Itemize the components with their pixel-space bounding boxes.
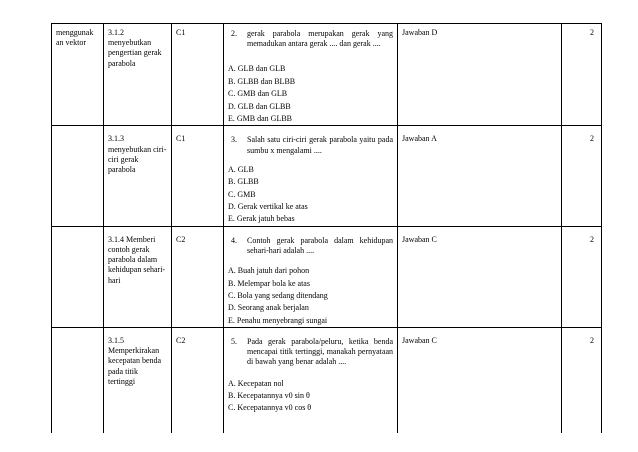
answer-cell: [398, 24, 562, 126]
topic-cell: [52, 126, 104, 226]
option-list: [228, 63, 393, 125]
question-cell: [224, 226, 398, 327]
option-item: B. Kecepatannya v0 sin θ: [228, 391, 310, 401]
topic-text: menggunak an vektor: [56, 28, 94, 48]
question-number: 3.: [231, 135, 237, 145]
option-item: D. Seorang anak berjalan: [228, 303, 309, 313]
option-item: A. GLB dan GLB: [228, 64, 286, 74]
indicator-code: 3.1.5: [108, 336, 124, 346]
option-item: A. GLB: [228, 164, 254, 174]
table-row: [52, 126, 602, 226]
question-number: 2.: [231, 29, 237, 38]
option-list: [228, 265, 393, 327]
cognitive-level: C1: [176, 28, 186, 37]
question-cell: [224, 126, 398, 226]
answer-key: Jawaban C: [402, 234, 437, 244]
option-item: B. Melempar bola ke atas: [228, 278, 310, 288]
question-cell: [224, 328, 398, 433]
option-item: E. GMB dan GLBB: [228, 113, 292, 123]
answer-cell: [398, 226, 562, 327]
option-item: D. Gerak vertikal ke atas: [228, 201, 308, 211]
score-value: 2: [590, 336, 594, 346]
indicator-text: menyebutkan pengertian gerak parabola: [108, 38, 162, 68]
question-text: Salah satu ciri-ciri gerak parabola yaitu pada sumbu x mengalami ....: [247, 135, 393, 155]
question-text: Pada gerak parabola/peluru, ketika benda mencapai titik tertinggi, manakah pernyataan di bawah yang benar adalah ....: [247, 337, 393, 367]
answer-cell: [398, 328, 562, 433]
topic-cell: [52, 226, 104, 327]
indicator-code: 3.1.4 Memberi: [108, 234, 156, 244]
option-item: D. GLB dan GLBB: [228, 101, 291, 111]
level-cell: [172, 126, 224, 226]
score-value: 2: [590, 234, 594, 244]
level-cell: [172, 226, 224, 327]
score-cell: [562, 226, 602, 327]
answer-key: Jawaban A: [402, 134, 437, 144]
option-list: [228, 378, 393, 415]
indicator-cell: [104, 328, 172, 433]
option-item: A. Kecepatan nol: [228, 378, 284, 388]
question-text: gerak parabola merupakan gerak yang memadukan antara gerak .... dan gerak ....: [247, 29, 393, 49]
topic-cell: [52, 328, 104, 433]
option-item: E. Gerak jatuh bebas: [228, 214, 295, 224]
level-cell: [172, 24, 224, 126]
table-row: [52, 24, 602, 126]
cognitive-level: C1: [176, 134, 186, 144]
score-value: 2: [590, 28, 594, 37]
answer-key: Jawaban C: [402, 336, 437, 346]
indicator-cell: [104, 226, 172, 327]
indicator-text: contoh gerak parabola dalam kehidupan sehari-hari: [108, 244, 166, 285]
indicator-code: 3.1.2: [108, 28, 124, 37]
option-item: C. GMB dan GLB: [228, 89, 288, 99]
level-cell: [172, 328, 224, 433]
option-item: C. Bola yang sedang ditendang: [228, 290, 328, 300]
question-text: Contoh gerak parabola dalam kehidupan sehari-hari adalah ....: [247, 235, 393, 255]
question-number: 5.: [231, 337, 237, 347]
option-item: C. Kecepatannya v0 cos θ: [228, 403, 312, 413]
question-grid-table: [51, 23, 602, 433]
score-cell: [562, 328, 602, 433]
score-value: 2: [590, 134, 594, 144]
indicator-code: 3.1.3: [108, 134, 124, 144]
cognitive-level: C2: [176, 336, 186, 346]
question-number: 4.: [231, 235, 237, 245]
indicator-cell: [104, 126, 172, 226]
indicator-text: Memperkirakan kecepatan benda pada titik tertinggi: [108, 346, 162, 386]
indicator-text: menyebutkan ciri-ciri gerak parabola: [108, 144, 167, 174]
table-row: [52, 328, 602, 433]
option-item: B. GLBB dan BLBB: [228, 76, 296, 86]
option-item: A. Buah jatuh dari pohon: [228, 266, 310, 276]
topic-cell: [52, 24, 104, 126]
option-item: C. GMB: [228, 189, 256, 199]
cognitive-level: C2: [176, 234, 186, 244]
answer-key: Jawaban D: [402, 28, 438, 37]
question-cell: [224, 24, 398, 126]
option-list: [228, 164, 393, 226]
option-item: B. GLBB: [228, 177, 259, 187]
score-cell: [562, 126, 602, 226]
table-row: [52, 226, 602, 327]
score-cell: [562, 24, 602, 126]
answer-cell: [398, 126, 562, 226]
indicator-cell: [104, 24, 172, 126]
option-item: E. Penahu menyebrangi sungai: [228, 315, 328, 325]
